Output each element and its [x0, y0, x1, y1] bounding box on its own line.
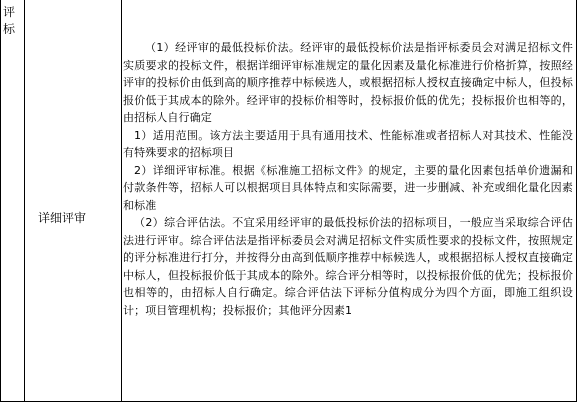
row-category-label: 详细评审 — [38, 211, 87, 225]
table-border-col2 — [121, 0, 122, 401]
table-border-bottom — [0, 401, 577, 402]
paragraph-scope: 1）适用范围。该方法主要适用于具有通用技术、性能标准或者招标人对其技术、性能没有特殊要求的招标项目 — [123, 128, 573, 159]
section-label-vertical — [2, 4, 16, 38]
paragraph-lowest-bid: （1）经评审的最低投标价法。经评审的最低投标价法是指评标委员会对满足招标文件实质要求的投标文件，根据详细评审标准规定的量化因素及量化标准进行价格折算，按照经评审的投标价由低到高的顺序推荐中标候选人，或根据招标人授权直接确定中标人，但投标报价低于其成本的除外。经评审的投标价相等时，投标报价低的优先；投标报价也相等的，由招标人自行确定 — [123, 41, 573, 124]
paragraph-comprehensive: （2）综合评估法。不宜采用经评审的最低投标价法的招标项目，一般应当采取综合评估法进行评审。综合评估法是指评标委员会对满足招标文件实质性要求的投标文件，按照规定的评分标准进行打分，并按得分由高到低顺序推荐中标候选人，或根据招标人授权直接确定中标人，但投标报价低于其成本的除外。综合评分相等时，以投标报价低的优先；投标报价也相等的，由招标人自行确定。综合评估法下评标分值构成分为四个方面，即施工组织设计；项目管理机构；投标报价；其他评分因素1 — [123, 216, 573, 317]
row-content — [123, 39, 573, 319]
table-border-right — [576, 0, 577, 401]
table-border-left — [0, 0, 1, 401]
paragraph-criteria: 2）详细评审标准。根据《标准施工招标文件》的规定，主要的量化因素包括单价遗漏和付款条件等，招标人可以根据项目具体特点和实际需要，进一步删减、补充或细化量化因素和标准 — [123, 163, 573, 212]
section-label-char: 标 — [2, 22, 15, 36]
section-label-char: 评 — [2, 5, 15, 19]
table-border-col1 — [24, 0, 25, 401]
